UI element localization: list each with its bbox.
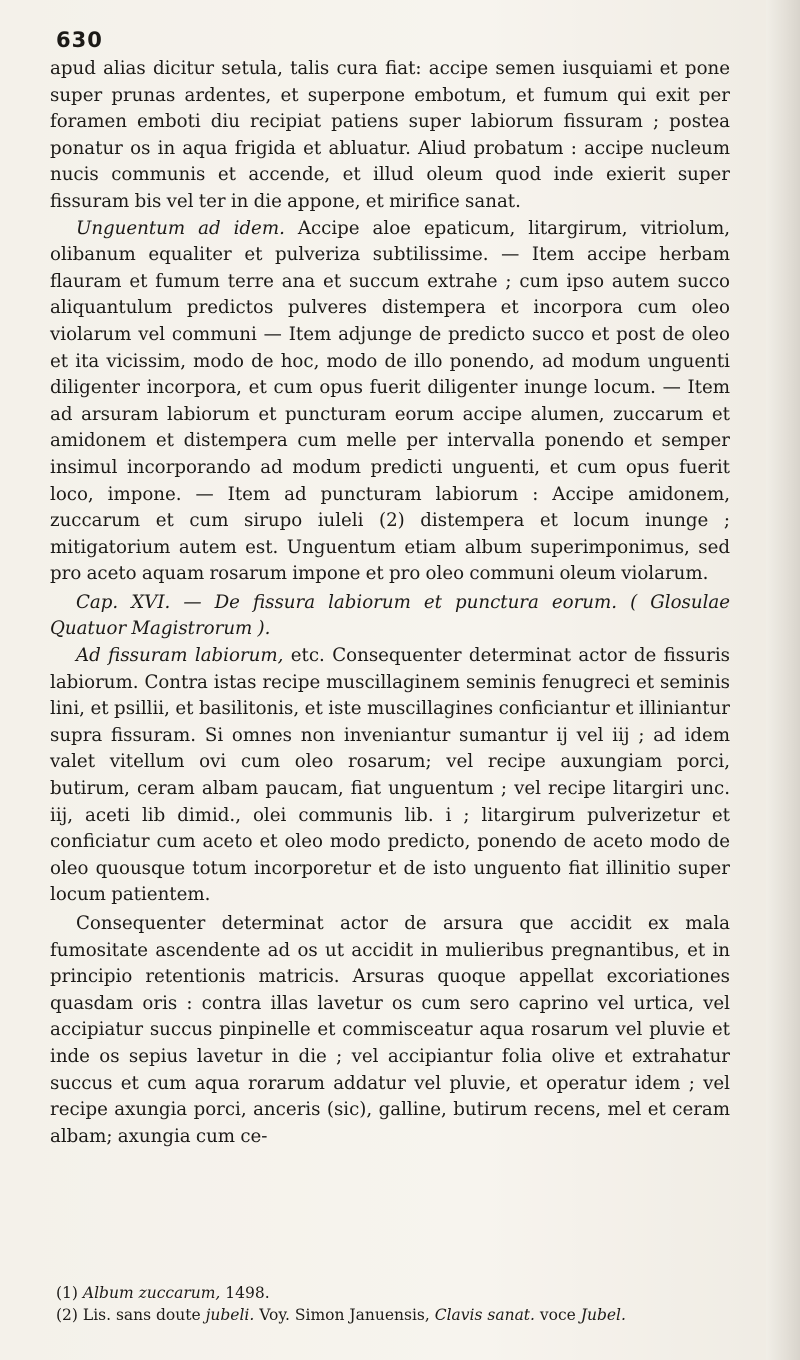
- paragraph-text: Consequenter determinat actor de arsura que accidit ex mala fumositate ascendente ad os ut accidit in mulieribus pregnantibus, et in principio retentionis matricis. Arsuras quoque appellat excoriationes quasdam oris : contra illas lavetur os cum sero caprino vel urtica, vel accipiatur succus pinpinelle et commisceatur aqua rosarum vel pluvie et inde os sepius lavetur in die ; vel accipiantur folia olive et extrahatur succus et cum aqua rorarum addatur vel pluvie, et operatur idem ; vel recipe axungia porci, anceris (sic), galline, butirum recens, mel et ceram albam; axungia cum ce-: [50, 913, 730, 1147]
- paragraph-text: apud alias dicitur setula, talis cura fiat: accipe semen iusquiami et pone super prunas ardentes, et superpone embotum, et fumum qui exit per foramen emboti diu recipiat patiens super labiorum fissuram ; postea ponatur os in aqua frigida et abluatur. Aliud probatum : accipe nucleum nucis communis et accende, et illud oleum quod inde exierit super fissuram bis vel ter in die appone, et mirifice sanat.: [50, 58, 730, 212]
- paragraph-ad-fissuram: [50, 643, 730, 909]
- paragraph-unguentum: [50, 216, 730, 588]
- chapter-heading: [50, 590, 730, 643]
- paragraph-lead: Unguentum ad idem.: [76, 217, 285, 239]
- footnote-italic: Clavis sanat.: [434, 1306, 535, 1324]
- footnote-mark: (1): [56, 1284, 78, 1302]
- paragraph-consequenter: [50, 911, 730, 1150]
- footnote-text: Voy. Simon Januensis,: [254, 1306, 435, 1324]
- footnote-2: [56, 1304, 724, 1326]
- chapter-title: — De fissura labiorum et punctura eorum. ( Glosulae Quatuor Magistrorum ).: [50, 591, 731, 640]
- footnotes: [56, 1282, 724, 1326]
- footnote-1: [56, 1282, 724, 1304]
- footnote-text: Lis. sans doute: [77, 1306, 206, 1324]
- paragraph-text: Accipe aloe epaticum, litargirum, vitriolum, olibanum equaliter et pulveriza subtilissime. — Item accipe herbam flauram et fumum terre ana et succum extrahe ; cum ipso autem succo aliquantulum predictos pulveres distempera et incorpora cum oleo violarum vel communi — Item adjunge de predicto succo et post de oleo et ita vicissim, modo de hoc, modo de illo ponendo, ad modum unguenti diligenter incorpora, et cum opus fuerit diligenter inunge locum. — Item ad arsuram labiorum et puncturam eorum accipe alumen, zuccarum et amidonem et distempera cum melle per intervalla ponendo et semper insimul incorporando ad modum predicti unguenti, et cum opus fuerit loco, impone. — Item ad puncturam labiorum : Accipe amidonem, zuccarum et cum sirupo iuleli (2) distempera et locum inunge ; mitigatorium autem est. Unguentum etiam album superimponimus, sed pro aceto aquam rosarum impone et pro oleo communi oleum violarum.: [50, 217, 730, 585]
- main-text: [50, 56, 730, 1150]
- footnote-mark: (2): [56, 1306, 78, 1324]
- chapter-number: Cap. XVI.: [76, 591, 171, 613]
- paragraph-lead: Ad fissuram labiorum,: [76, 645, 284, 667]
- paragraph-1: [50, 56, 730, 216]
- footnote-italic: Jubel.: [580, 1306, 626, 1324]
- page-edge: [766, 0, 800, 1360]
- footnote-text: 1498.: [220, 1284, 270, 1302]
- footnote-italic: Album zuccarum,: [82, 1284, 221, 1302]
- page-number: 630: [56, 28, 103, 52]
- footnote-italic: jubeli.: [205, 1306, 255, 1324]
- paragraph-text: etc. Consequenter determinat actor de fissuris labiorum. Contra istas recipe muscillaginem seminis fenugreci et seminis lini, et psillii, et basilitonis, et iste muscillagines conficiantur et illiniantur supra fissuram. Si omnes non inveniantur sumantur ij vel iij ; ad idem valet vitellum ovi cum oleo rosarum; vel recipe auxungiam porci, butirum, ceram albam paucam, fiat unguentum ; vel recipe litargiri unc. iij, aceti lib dimid., olei communis lib. i ; litargirum pulverizetur et conficiatur cum aceto et oleo modo predicto, ponendo de aceto modo de oleo quousque totum incorporetur et de isto unguento fiat illinitio super locum patientem.: [50, 645, 730, 906]
- footnote-text: voce: [534, 1306, 581, 1324]
